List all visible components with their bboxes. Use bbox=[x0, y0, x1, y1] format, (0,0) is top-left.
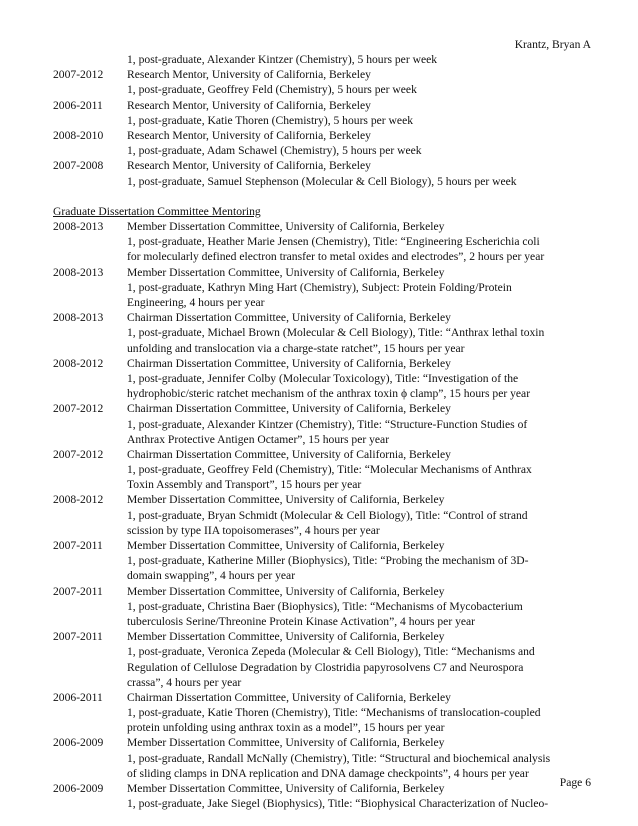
entry-text: 1, post-graduate, Michael Brown (Molecular & Cell Biology), Title: “Anthrax lethal toxin bbox=[127, 326, 545, 340]
entry-text: 1, post-graduate, Katie Thoren (Chemistry), Title: “Mechanisms of translocation-coupled bbox=[127, 706, 541, 720]
entry-line bbox=[53, 447, 598, 462]
entry-text: 1, post-graduate, Randall McNally (Chemistry), Title: “Structural and biochemical analysis bbox=[127, 751, 551, 765]
entry-date: 2006-2011 bbox=[53, 690, 103, 704]
entry-text: 1, post-graduate, Geoffrey Feld (Chemistry), 5 hours per week bbox=[127, 83, 417, 97]
entry-date: 2008-2013 bbox=[53, 220, 104, 234]
entry-line bbox=[53, 341, 598, 356]
entry-text: 1, post-graduate, Heather Marie Jensen (Chemistry), Title: “Engineering Escherichia coli bbox=[127, 235, 540, 249]
entry-date: 2006-2011 bbox=[53, 98, 103, 112]
entry-date: 2007-2012 bbox=[53, 68, 104, 82]
entry-text: Chairman Dissertation Committee, University of California, Berkeley bbox=[127, 356, 451, 370]
entry-date: 2008-2012 bbox=[53, 356, 104, 370]
entry-text: Member Dissertation Committee, University of California, Berkeley bbox=[127, 493, 445, 507]
entry-line bbox=[53, 492, 598, 507]
entry-line bbox=[53, 325, 598, 340]
entry-line bbox=[53, 690, 598, 705]
entry-text: Research Mentor, University of California, Berkeley bbox=[127, 68, 371, 82]
entry-line bbox=[53, 401, 598, 416]
entry-line bbox=[53, 660, 598, 675]
entry-text: 1, post-graduate, Veronica Zepeda (Molecular & Cell Biology), Title: “Mechanisms and bbox=[127, 645, 535, 659]
entry-line bbox=[53, 371, 598, 386]
entry-line bbox=[53, 584, 598, 599]
entry-line bbox=[53, 143, 598, 158]
entry-line bbox=[53, 113, 598, 128]
entry-text: Chairman Dissertation Committee, University of California, Berkeley bbox=[127, 690, 451, 704]
entry-line bbox=[53, 280, 598, 295]
entry-date: 2007-2012 bbox=[53, 447, 104, 461]
entry-line bbox=[53, 219, 598, 234]
entry-line bbox=[53, 98, 598, 113]
entry-text: Research Mentor, University of California, Berkeley bbox=[127, 98, 371, 112]
entry-text: hydrophobic/steric ratchet mechanism of the anthrax toxin ϕ clamp”, 15 hours per year bbox=[127, 387, 531, 401]
entry-line bbox=[53, 781, 598, 796]
entry-text: unfolding and translocation via a charge-state ratchet”, 15 hours per year bbox=[127, 341, 465, 355]
entry-line bbox=[53, 720, 598, 735]
entry-text: Member Dissertation Committee, University of California, Berkeley bbox=[127, 265, 445, 279]
entry-line bbox=[53, 417, 598, 432]
entry-text: Chairman Dissertation Committee, University of California, Berkeley bbox=[127, 402, 451, 416]
entry-line bbox=[53, 82, 598, 97]
entry-text: Member Dissertation Committee, University of California, Berkeley bbox=[127, 539, 445, 552]
entry-line bbox=[53, 675, 598, 690]
entry-line bbox=[53, 477, 598, 492]
entry-text: of sliding clamps in DNA replication and DNA damage checkpoints”, 4 hours per year bbox=[127, 766, 529, 780]
entry-text: Anthrax Protective Antigen Octamer”, 15 hours per year bbox=[127, 432, 390, 446]
entry-line bbox=[53, 432, 598, 447]
entry-line bbox=[53, 52, 598, 67]
entry-date: 2007-2011 bbox=[53, 630, 103, 644]
entry-text: scission by type IIA topoisomerases”, 4 hours per year bbox=[127, 523, 380, 537]
entry-date: 2008-2013 bbox=[53, 311, 104, 325]
entry-line bbox=[53, 508, 598, 523]
section-spacer bbox=[53, 189, 598, 204]
dissertation-committee-list bbox=[53, 219, 598, 811]
entry-line bbox=[53, 705, 598, 720]
entry-line bbox=[53, 386, 598, 401]
entry-line bbox=[53, 614, 598, 629]
entry-text: 1, post-graduate, Katie Thoren (Chemistry), 5 hours per week bbox=[127, 113, 414, 127]
entry-line bbox=[53, 174, 598, 189]
document-content bbox=[53, 52, 598, 811]
entry-line bbox=[53, 67, 598, 82]
entry-text: Chairman Dissertation Committee, University of California, Berkeley bbox=[127, 311, 451, 325]
entry-line bbox=[53, 629, 598, 644]
entry-text: 1, post-graduate, Adam Schawel (Chemistry), 5 hours per week bbox=[127, 144, 422, 158]
entry-text: 1, post-graduate, Samuel Stephenson (Molecular & Cell Biology), 5 hours per week bbox=[127, 174, 517, 188]
entry-text: Engineering, 4 hours per year bbox=[127, 296, 265, 309]
entry-text: Member Dissertation Committee, University of California, Berkeley bbox=[127, 736, 445, 750]
entry-line bbox=[53, 735, 598, 750]
entry-text: protein unfolding using anthrax toxin as a model”, 15 hours per year bbox=[127, 721, 445, 735]
entry-text: 1, post-graduate, Katherine Miller (Biophysics), Title: “Probing the mechanism of 3D- bbox=[127, 554, 529, 568]
entry-text: for molecularly defined electron transfer to metal oxides and electrodes”, 2 hours per year bbox=[127, 250, 545, 264]
entry-line bbox=[53, 553, 598, 568]
entry-line bbox=[53, 265, 598, 280]
research-mentor-list bbox=[53, 52, 598, 189]
entry-line bbox=[53, 523, 598, 538]
entry-text: Chairman Dissertation Committee, University of California, Berkeley bbox=[127, 447, 451, 461]
entry-text: 1, post-graduate, Kathryn Ming Hart (Chemistry), Subject: Protein Folding/Protein bbox=[127, 280, 512, 294]
entry-line bbox=[53, 599, 598, 614]
entry-date: 2008-2010 bbox=[53, 128, 104, 142]
entry-text: 1, post-graduate, Alexander Kintzer (Chemistry), Title: “Structure-Function Studies of bbox=[127, 417, 528, 431]
entry-text: 1, post-graduate, Geoffrey Feld (Chemistry), Title: “Molecular Mechanisms of Anthrax bbox=[127, 463, 532, 477]
entry-text: 1, post-graduate, Bryan Schmidt (Molecular & Cell Biology), Title: “Control of strand bbox=[127, 508, 528, 522]
section-heading: Graduate Dissertation Committee Mentoring bbox=[53, 204, 261, 218]
entry-line bbox=[53, 766, 598, 781]
entry-line bbox=[53, 356, 598, 371]
entry-text: Member Dissertation Committee, University of California, Berkeley bbox=[127, 220, 445, 234]
entry-line bbox=[53, 568, 598, 583]
entry-line bbox=[53, 462, 598, 477]
entry-line bbox=[53, 158, 598, 173]
entry-text: domain swapping”, 4 hours per year bbox=[127, 569, 296, 583]
entry-text: Member Dissertation Committee, University of California, Berkeley bbox=[127, 782, 445, 795]
entry-date: 2007-2012 bbox=[53, 402, 104, 416]
entry-text: 1, post-graduate, Christina Baer (Biophysics), Title: “Mechanisms of Mycobacterium bbox=[127, 599, 523, 613]
entry-text: 1, post-graduate, Jake Siegel (Biophysics), Title: “Biophysical Characterization of Nucleo- bbox=[127, 797, 549, 811]
entry-date: 2006-2009 bbox=[53, 782, 104, 795]
entry-date: 2008-2013 bbox=[53, 265, 104, 279]
entry-line bbox=[53, 751, 598, 766]
entry-date: 2007-2011 bbox=[53, 584, 103, 598]
entry-text: 1, post-graduate, Alexander Kintzer (Chemistry), 5 hours per week bbox=[127, 53, 438, 66]
entry-text: Regulation of Cellulose Degradation by Clostridia papyrosolvens C7 and Neurospora bbox=[127, 660, 524, 674]
page-header-name: Krantz, Bryan A bbox=[514, 38, 591, 51]
page-number: Page 6 bbox=[559, 776, 591, 789]
entry-line bbox=[53, 310, 598, 325]
entry-text: Member Dissertation Committee, University of California, Berkeley bbox=[127, 630, 445, 644]
entry-text: Research Mentor, University of California, Berkeley bbox=[127, 128, 371, 142]
entry-line bbox=[53, 644, 598, 659]
entry-text: Research Mentor, University of California, Berkeley bbox=[127, 159, 371, 173]
entry-text: Toxin Assembly and Transport”, 15 hours per year bbox=[127, 478, 362, 492]
entry-text: tuberculosis Serine/Threonine Protein Kinase Activation”, 4 hours per year bbox=[127, 614, 476, 628]
entry-line bbox=[53, 796, 598, 811]
entry-date: 2007-2008 bbox=[53, 159, 104, 173]
entry-line bbox=[53, 295, 598, 310]
entry-text: 1, post-graduate, Jennifer Colby (Molecular Toxicology), Title: “Investigation of the bbox=[127, 371, 519, 385]
entry-text: Member Dissertation Committee, University of California, Berkeley bbox=[127, 584, 445, 598]
entry-date: 2007-2011 bbox=[53, 539, 103, 552]
entry-line bbox=[53, 234, 598, 249]
entry-line bbox=[53, 538, 598, 553]
entry-line bbox=[53, 128, 598, 143]
entry-text: crassa”, 4 hours per year bbox=[127, 675, 242, 689]
entry-line bbox=[53, 249, 598, 264]
entry-date: 2008-2012 bbox=[53, 493, 104, 507]
entry-date: 2006-2009 bbox=[53, 736, 104, 750]
